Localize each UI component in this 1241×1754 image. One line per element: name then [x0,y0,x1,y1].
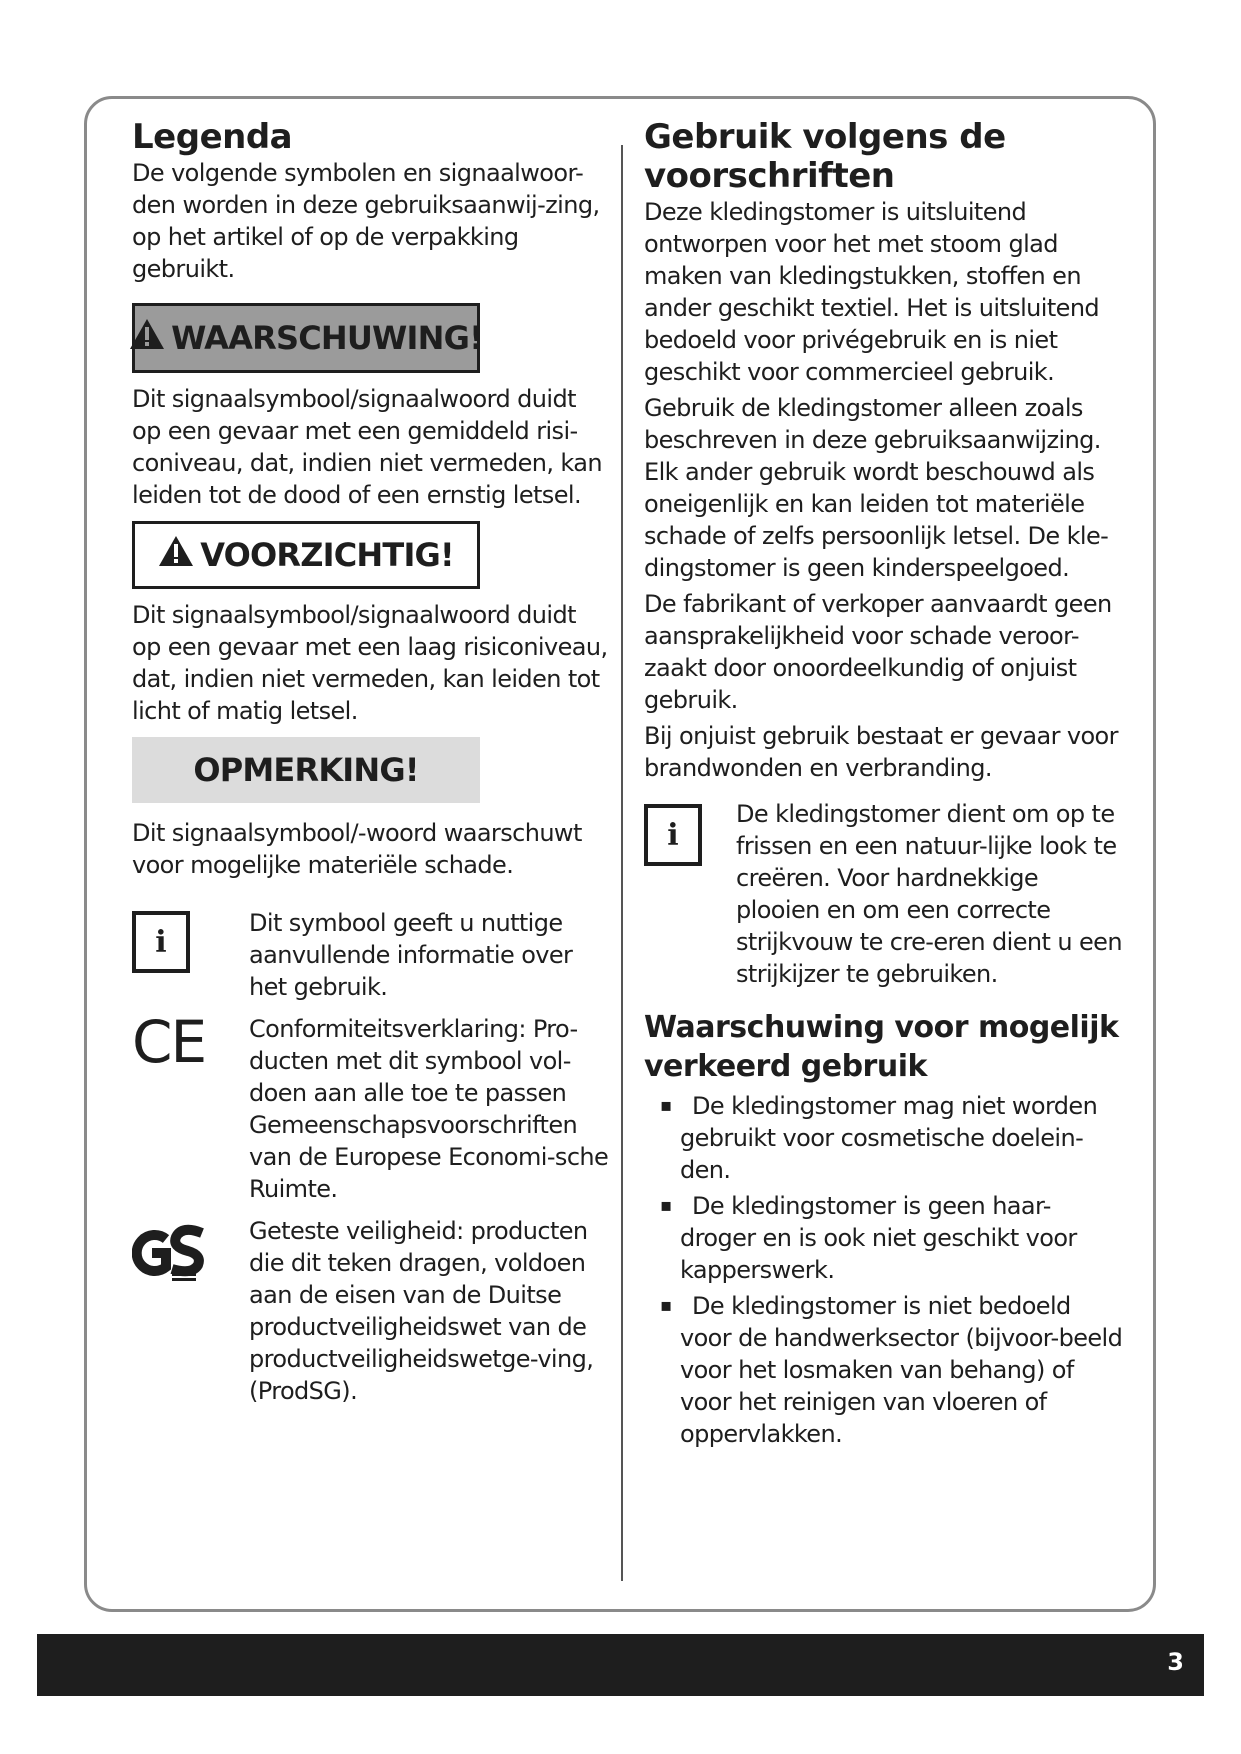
info-note-text: De kledingstomer dient om op te frissen en een natuur-lijke look te creëren. Voor hardnekkige plooien en om een correcte strijkvouw te cre-eren dient u een strijkijzer te gebruiken. [736,800,1122,988]
caution-label: VOORZICHTIG! [200,536,454,574]
caution-description: Dit signaalsymbool/signaalwoord duidt op een gevaar met een laag risiconiveau, dat, indien niet vermeden, kan leiden tot licht of matig letsel. [132,601,608,725]
warning-triangle-icon [129,318,165,358]
info-note-row [644,798,1126,990]
intended-use-title: Gebruik volgens de voorschriften [644,117,1006,196]
intended-use-paragraph-3: De fabrikant of verkoper aanvaardt geen aansprakelijkheid voor schade veroor-zaakt door onoordeelkundig of onjuist gebruik. [644,590,1112,714]
gs-symbol-description: Geteste veiligheid: producten die dit teken dragen, voldoen aan de eisen van de Duitse productveiligheidswet van de productveiligheidswetge-ving, (ProdSG). [249,1217,594,1405]
list-item: ▪ De kledingstomer is niet bedoeld voor de handwerksector (bijvoor-beeld voor het losmaken van behang) of voor het reinigen van vloeren of oppervlakken. [660,1292,1123,1448]
info-symbol-description: Dit symbool geeft u nuttige aanvullende informatie over het gebruik. [249,909,573,1001]
column-divider [621,145,623,1581]
intended-use-paragraph-1: Deze kledingstomer is uitsluitend ontworpen voor het met stoom glad maken van kledingstukken, stoffen en ander geschikt textiel. Het is uitsluitend bedoeld voor privégebruik en is niet geschikt voor commercieel gebruik. [644,198,1100,386]
gs-mark-icon [132,1221,210,1285]
warning-signal-box [132,303,483,373]
intended-use-paragraph-4: Bij onjuist gebruik bestaat er gevaar voor brandwonden en verbranding. [644,722,1118,782]
info-icon: i [132,911,190,973]
left-column [132,118,610,1407]
intended-use-paragraph-2: Gebruik de kledingstomer alleen zoals beschreven in deze gebruiksaanwijzing. Elk ander gebruik wordt beschouwd als oneigenlijk en kan leiden tot materiële schade of zelfs persoonlijk letsel. De kle-dingstomer is geen kinderspeelgoed. [644,394,1109,582]
note-signal-box [132,737,480,803]
note-label: OPMERKING! [193,751,419,789]
misuse-list [660,1090,1126,1450]
ce-symbol-description: Conformiteitsverklaring: Pro-ducten met dit symbool vol-doen aan alle toe te passen Gemeenschapsvoorschriften van de Europese Economi-sche Ruimte. [249,1015,609,1203]
list-item: ▪ De kledingstomer is geen haar-droger en is ook niet geschikt voor kapperswerk. [660,1192,1077,1284]
symbol-row-info [132,907,610,1003]
misuse-warning-title: Waarschuwing voor mogelijk verkeerd gebruik [644,1010,1119,1084]
symbol-row-gs [132,1215,610,1407]
warning-description: Dit signaalsymbool/signaalwoord duidt op een gevaar met een gemiddeld risi-coniveau, dat, indien niet vermeden, kan leiden tot de dood of een ernstig letsel. [132,385,603,509]
legend-intro: De volgende symbolen en signaalwoor-den worden in deze gebruiksaanwij-zing, op het artikel of op de verpakking gebruikt. [132,159,600,283]
warning-label: WAARSCHUWING! [171,319,483,357]
list-item: ▪ De kledingstomer mag niet worden gebruikt voor cosmetische doelein-den. [660,1092,1098,1184]
right-column [644,118,1126,1454]
ce-mark-icon: CE [132,1008,206,1076]
footer-bar [37,1634,1204,1696]
legend-title: Legenda [132,117,293,157]
page-number: 3 [1167,1648,1184,1676]
caution-signal-box [132,521,480,589]
note-description: Dit signaalsymbool/-woord waarschuwt voor mogelijke materiële schade. [132,819,582,879]
caution-triangle-icon [158,535,194,575]
info-icon: i [644,804,702,866]
symbol-row-ce [132,1008,610,1205]
